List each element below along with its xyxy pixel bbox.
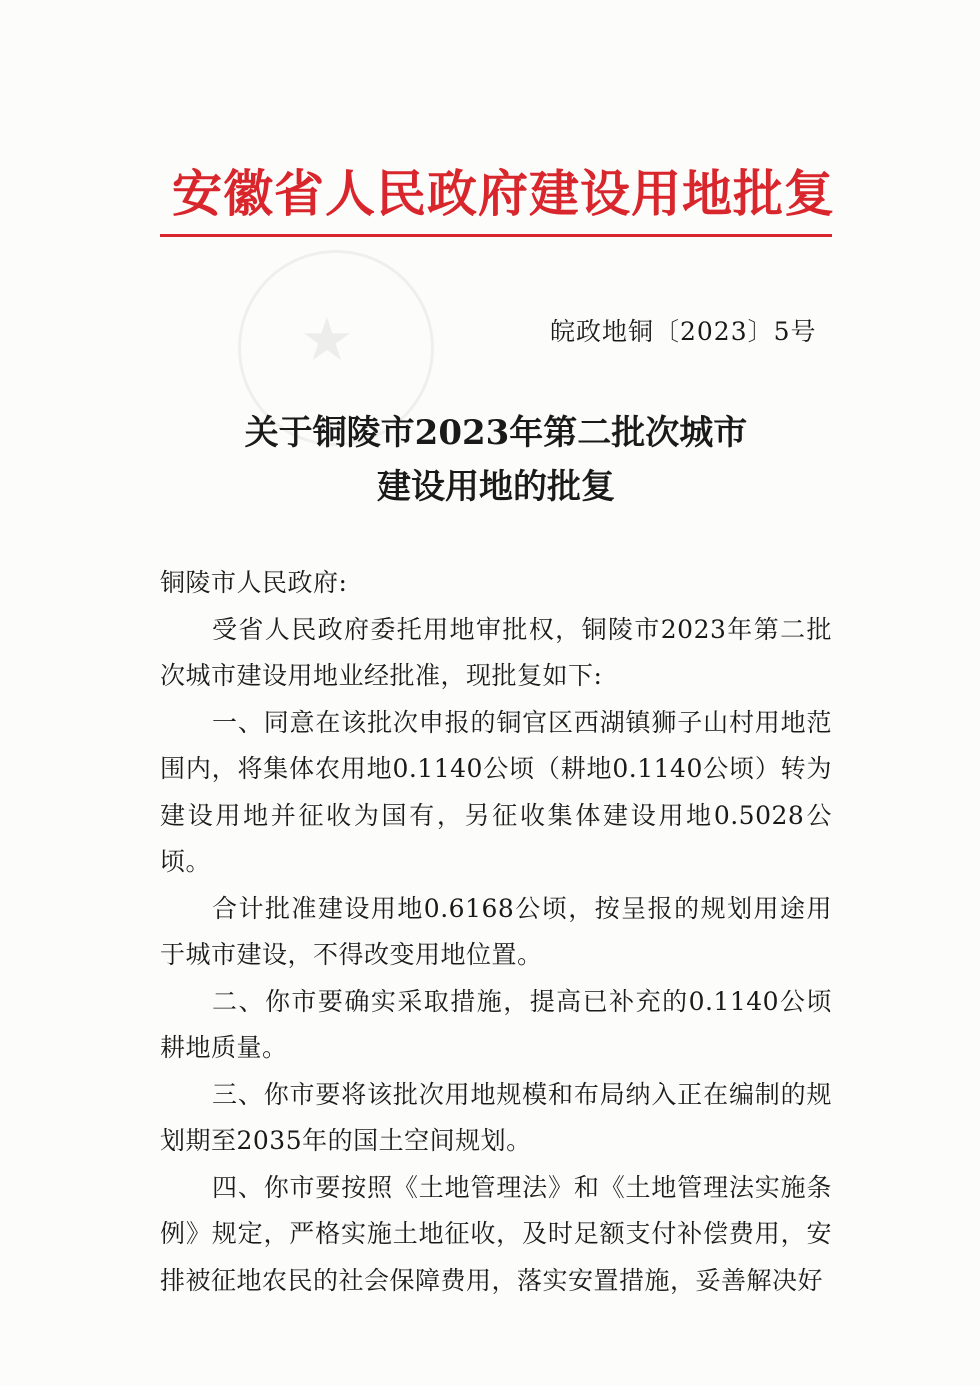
paragraph-intro: 受省人民政府委托用地审批权，铜陵市2023年第二批次城市建设用地业经批准，现批复如下: — [160, 614, 832, 690]
title-line-2: 建设用地的批复 — [377, 467, 615, 507]
title-line-1: 关于铜陵市2023年第二批次城市 — [244, 413, 748, 453]
document-body — [160, 560, 832, 1304]
paragraph-item-1: 一、同意在该批次申报的铜官区西湖镇狮子山村用地范围内，将集体农用地0.1140公顷（耕地0.1140公顷）转为建设用地并征收为国有，另征收集体建设用地0.5028公顷。 — [160, 707, 832, 876]
paragraph-item-3: 三、你市要将该批次用地规模和布局纳入正在编制的规划期至2035年的国土空间规划。 — [160, 1079, 832, 1155]
paragraph-item-2: 二、你市要确实采取措施，提高已补充的0.1140公顷耕地质量。 — [160, 986, 832, 1062]
document-title — [160, 406, 832, 514]
paragraph-item-4: 四、你市要按照《土地管理法》和《土地管理法实施条例》规定，严格实施土地征收，及时足额支付补偿费用，安排被征地农民的社会保障费用，落实安置措施，妥善解决好 — [160, 1172, 832, 1295]
faint-star-icon: ★ — [300, 305, 354, 375]
red-divider-line — [160, 234, 832, 237]
issuing-authority-title: 安徽省人民政府建设用地批复 — [172, 164, 835, 223]
paragraph-total: 合计批准建设用地0.6168公顷，按呈报的规划用途用于城市建设，不得改变用地位置。 — [160, 893, 832, 969]
addressee: 铜陵市人民政府: — [160, 568, 348, 597]
document-number: 皖政地铜〔2023〕5号 — [550, 317, 817, 346]
